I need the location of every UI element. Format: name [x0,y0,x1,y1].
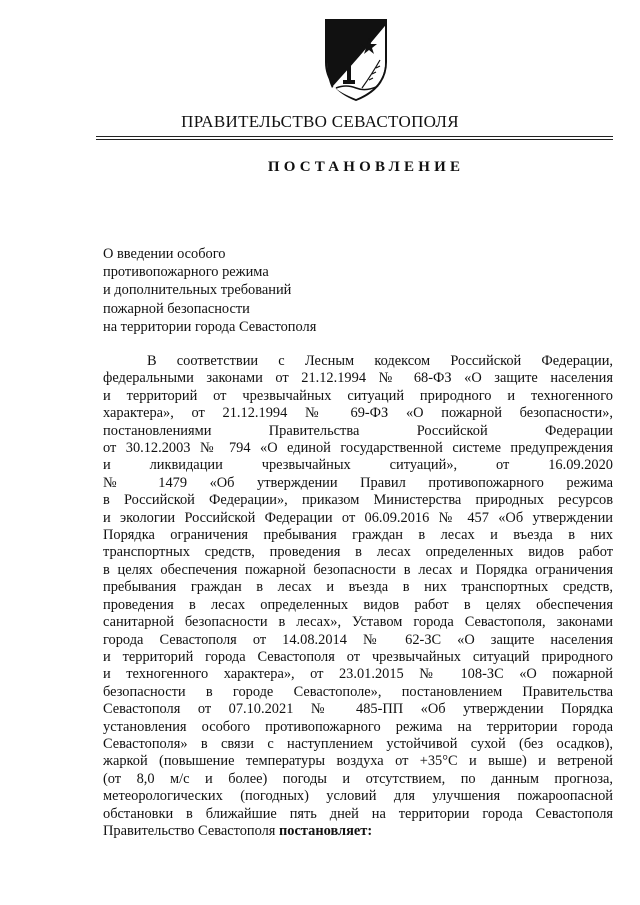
body-line: Порядка ограничения пребывания граждан в лесах и въезда в них [103,527,613,544]
body-line: жаркой (повышение температуры воздуха от +35°С и выше) и ветреной [103,753,613,770]
body-line: в Российской Федерации», приказом Министерства природных ресурсов [103,492,613,509]
subject-line: О введении особого [103,246,226,262]
body-line: (от 8,0 м/с и более) погоды и отсутствием, по данным прогноза, [103,770,613,787]
body-line: и территорий от чрезвычайных ситуаций природного и техногенного [103,387,613,404]
document-body [103,353,613,840]
document-subject [103,245,316,336]
body-line: постановлениями Правительства Российской Федерации [103,422,613,439]
body-line: В соответствии с Лесным кодексом Российской Федерации, [147,353,613,369]
body-line: № 1479 «Об утверждении Правил противопожарного режима [103,474,613,491]
body-line: в целях обеспечения пожарной безопасности в лесах и Порядка ограничения [103,561,613,578]
body-line: и экологии Российской Федерации от 06.09.2016 № 457 «Об утверждении [103,509,613,526]
final-line-text: Правительство Севастополя [103,822,279,839]
resolves-keyword: постановляет: [279,822,373,839]
document-type-title: ПОСТАНОВЛЕНИЕ [267,159,465,175]
body-line: от 30.12.2003 № 794 «О единой государственной системе предупреждения [103,440,613,457]
body-line: обстановки в ближайшие пять дней на территории города Севастополя [103,805,613,822]
subject-line: на территории города Севастополя [103,318,317,335]
body-line: установления особого противопожарного режима на территории города [103,718,613,735]
header-rule-top [96,136,613,137]
body-line: города Севастополя от 14.08.2014 № 62-ЗС «О защите населения [103,631,613,648]
body-line: метеорологических (погодных) условий для улучшения пожароопасной [103,788,613,805]
body-line: федеральными законами от 21.12.1994 № 68-ФЗ «О защите населения [103,370,613,387]
body-line: санитарной безопасности в лесах», Уставом города Севастополя, законами [103,614,613,631]
body-line: и техногенного характера», от 23.01.2015 № 108-ЗС «О пожарной [103,666,613,683]
subject-line: и дополнительных требований [103,282,292,299]
body-line: безопасности в городе Севастополе», постановлением Правительства [103,683,613,700]
subject-line: пожарной безопасности [103,300,250,317]
government-title: ПРАВИТЕЛЬСТВО СЕВАСТОПОЛЯ [181,112,459,131]
body-line: и территорий города Севастополя от чрезвычайных ситуаций природного [103,648,613,665]
body-line: транспортных средств, проведения в лесах определенных видов работ [103,544,613,561]
body-line: Севастополя от 07.10.2021 № 485-ПП «Об утверждении Порядка [103,701,613,718]
header-rule-bottom [96,139,613,140]
sevastopol-coat-of-arms-emblem [322,14,390,102]
body-line: и ликвидации чрезвычайных ситуаций», от 16.09.2020 [103,457,613,474]
subject-line: противопожарного режима [103,264,269,281]
body-line: Севастополя» в связи с наступлением устойчивой сухой (без осадков), [103,735,613,752]
body-line: проведения в лесах определенных видов работ в целях обеспечения [103,596,613,613]
body-line: характера», от 21.12.1994 № 69-ФЗ «О пожарной безопасности», [103,405,613,422]
body-final-line [103,823,613,840]
body-line: пребывания граждан в лесах и въезда в них транспортных средств, [103,579,613,596]
